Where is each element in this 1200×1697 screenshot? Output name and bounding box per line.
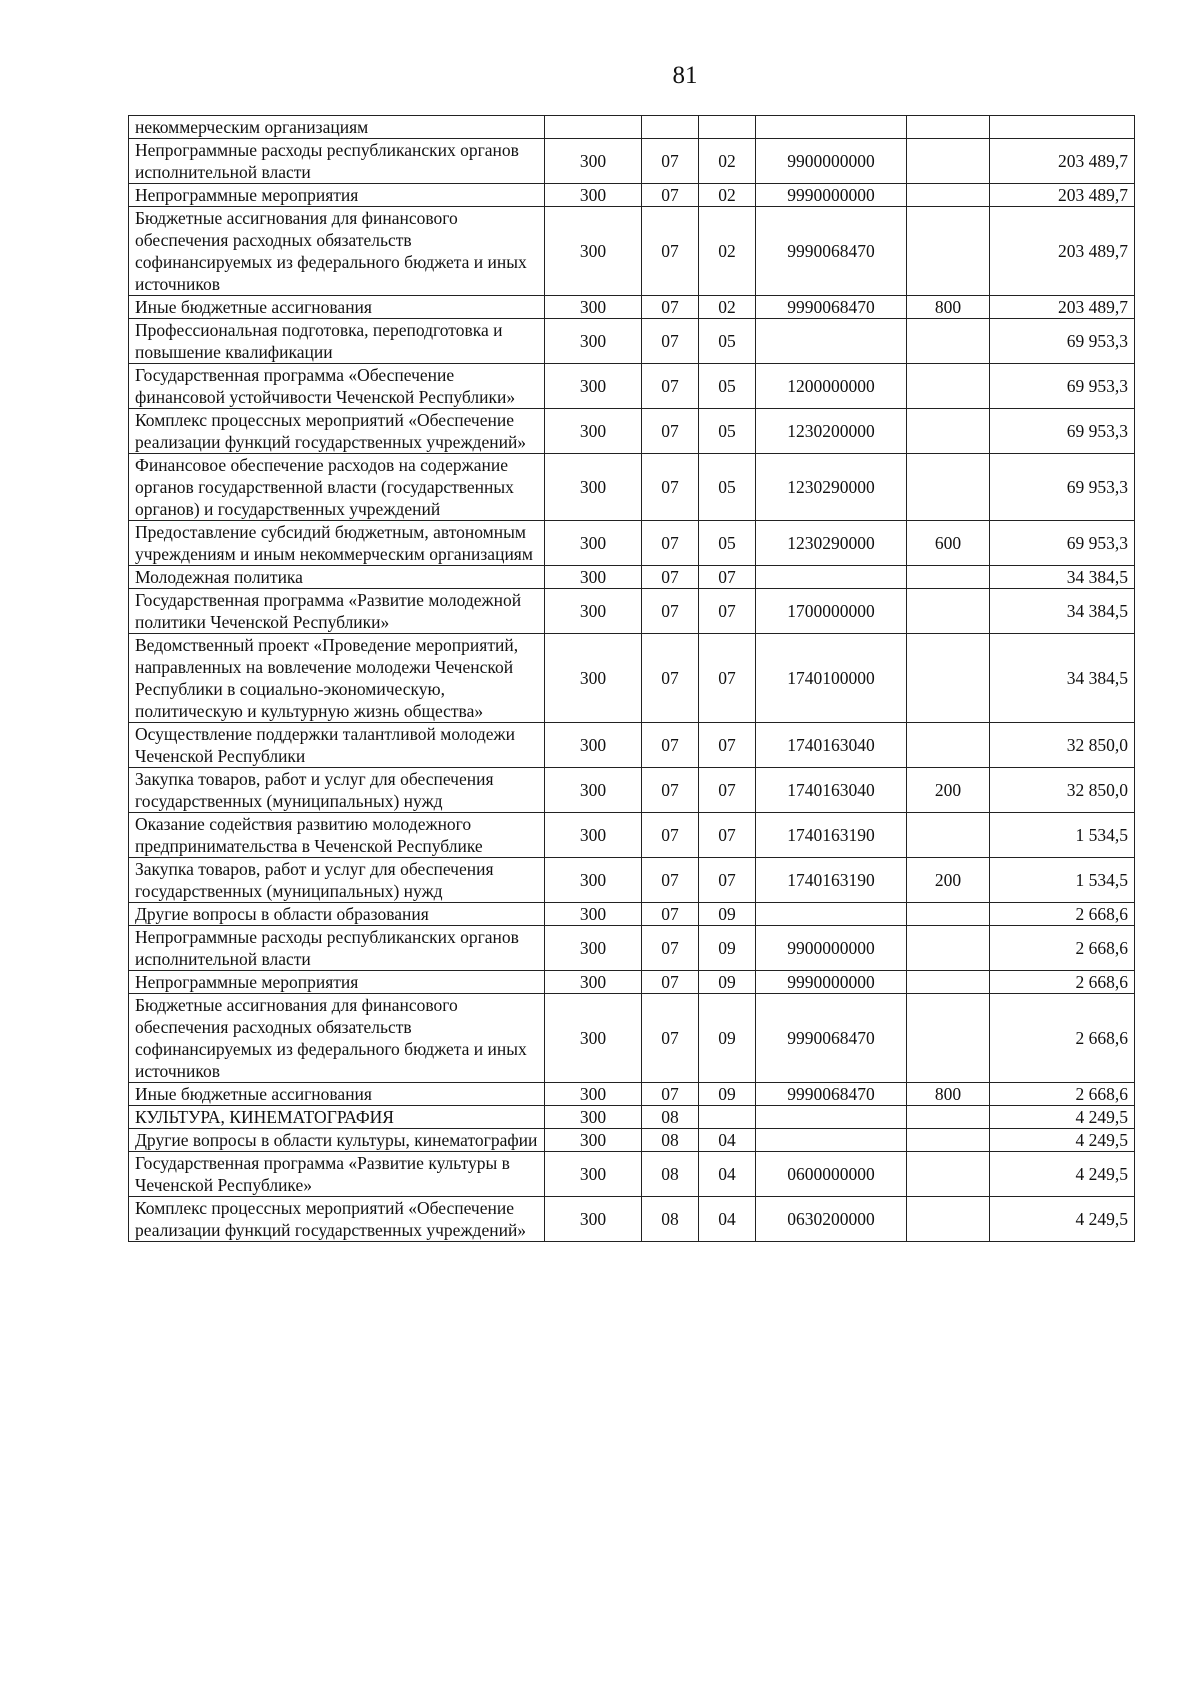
expense-type-code-cell: 200 bbox=[907, 768, 990, 813]
table-row bbox=[129, 296, 1135, 319]
target-article-code-cell: 9990068470 bbox=[756, 1083, 907, 1106]
subsection-code-cell: 05 bbox=[699, 409, 756, 454]
ministry-code-cell: 300 bbox=[545, 521, 642, 566]
section-code-cell: 07 bbox=[642, 858, 699, 903]
expense-type-code-cell bbox=[907, 409, 990, 454]
section-code-cell: 07 bbox=[642, 903, 699, 926]
section-code-cell: 07 bbox=[642, 364, 699, 409]
subsection-code-cell: 07 bbox=[699, 589, 756, 634]
item-name-cell: Государственная программа «Развитие культуры в Чеченской Республике» bbox=[129, 1152, 545, 1197]
expense-type-code-cell bbox=[907, 634, 990, 723]
table-row bbox=[129, 903, 1135, 926]
amount-cell: 1 534,5 bbox=[990, 813, 1135, 858]
subsection-code-cell: 05 bbox=[699, 319, 756, 364]
subsection-code-cell: 02 bbox=[699, 184, 756, 207]
table-row bbox=[129, 589, 1135, 634]
item-name-cell: Комплекс процессных мероприятий «Обеспечение реализации функций государственных учреждений» bbox=[129, 409, 545, 454]
subsection-code-cell: 09 bbox=[699, 903, 756, 926]
table-row bbox=[129, 768, 1135, 813]
target-article-code-cell: 1740163040 bbox=[756, 723, 907, 768]
amount-cell: 4 249,5 bbox=[990, 1106, 1135, 1129]
amount-cell: 69 953,3 bbox=[990, 319, 1135, 364]
item-name-cell: Государственная программа «Развитие молодежной политики Чеченской Республики» bbox=[129, 589, 545, 634]
ministry-code-cell: 300 bbox=[545, 971, 642, 994]
amount-cell: 203 489,7 bbox=[990, 207, 1135, 296]
item-name-cell: Непрограммные расходы республиканских органов исполнительной власти bbox=[129, 139, 545, 184]
section-code-cell: 08 bbox=[642, 1152, 699, 1197]
item-name-cell: Финансовое обеспечение расходов на содержание органов государственной власти (государственных органов) и государственных учреждений bbox=[129, 454, 545, 521]
subsection-code-cell: 02 bbox=[699, 296, 756, 319]
item-name-cell: Предоставление субсидий бюджетным, автономным учреждениям и иным некоммерческим организациям bbox=[129, 521, 545, 566]
item-name-cell: Закупка товаров, работ и услуг для обеспечения государственных (муниципальных) нужд bbox=[129, 768, 545, 813]
expense-type-code-cell bbox=[907, 723, 990, 768]
expense-type-code-cell bbox=[907, 1197, 990, 1242]
section-code-cell: 07 bbox=[642, 723, 699, 768]
section-code-cell: 07 bbox=[642, 813, 699, 858]
section-code-cell: 08 bbox=[642, 1129, 699, 1152]
subsection-code-cell: 05 bbox=[699, 454, 756, 521]
table-row bbox=[129, 207, 1135, 296]
ministry-code-cell: 300 bbox=[545, 994, 642, 1083]
table-row bbox=[129, 634, 1135, 723]
subsection-code-cell: 07 bbox=[699, 813, 756, 858]
section-code-cell: 07 bbox=[642, 926, 699, 971]
table-row bbox=[129, 813, 1135, 858]
amount-cell: 2 668,6 bbox=[990, 903, 1135, 926]
budget-table bbox=[128, 115, 1135, 1242]
table-row bbox=[129, 723, 1135, 768]
expense-type-code-cell bbox=[907, 116, 990, 139]
expense-type-code-cell: 200 bbox=[907, 858, 990, 903]
item-name-cell: Другие вопросы в области образования bbox=[129, 903, 545, 926]
item-name-cell: Непрограммные мероприятия bbox=[129, 971, 545, 994]
item-name-cell: Непрограммные расходы республиканских органов исполнительной власти bbox=[129, 926, 545, 971]
target-article-code-cell: 9990068470 bbox=[756, 207, 907, 296]
section-code-cell: 07 bbox=[642, 566, 699, 589]
amount-cell: 4 249,5 bbox=[990, 1152, 1135, 1197]
ministry-code-cell: 300 bbox=[545, 1106, 642, 1129]
target-article-code-cell bbox=[756, 319, 907, 364]
amount-cell: 69 953,3 bbox=[990, 454, 1135, 521]
expense-type-code-cell bbox=[907, 454, 990, 521]
amount-cell: 4 249,5 bbox=[990, 1197, 1135, 1242]
table-body bbox=[129, 116, 1135, 1242]
amount-cell: 34 384,5 bbox=[990, 634, 1135, 723]
target-article-code-cell: 1740163190 bbox=[756, 858, 907, 903]
expense-type-code-cell bbox=[907, 139, 990, 184]
item-name-cell: Профессиональная подготовка, переподготовка и повышение квалификации bbox=[129, 319, 545, 364]
item-name-cell: Непрограммные мероприятия bbox=[129, 184, 545, 207]
subsection-code-cell: 04 bbox=[699, 1152, 756, 1197]
target-article-code-cell bbox=[756, 1106, 907, 1129]
section-code-cell: 07 bbox=[642, 589, 699, 634]
table-row bbox=[129, 184, 1135, 207]
expense-type-code-cell: 800 bbox=[907, 296, 990, 319]
subsection-code-cell: 09 bbox=[699, 994, 756, 1083]
subsection-code-cell: 09 bbox=[699, 926, 756, 971]
amount-cell: 69 953,3 bbox=[990, 364, 1135, 409]
item-name-cell: Бюджетные ассигнования для финансового обеспечения расходных обязательств софинансируемых из федерального бюджета и иных источников bbox=[129, 994, 545, 1083]
subsection-code-cell: 04 bbox=[699, 1197, 756, 1242]
target-article-code-cell: 0600000000 bbox=[756, 1152, 907, 1197]
ministry-code-cell: 300 bbox=[545, 319, 642, 364]
table-row bbox=[129, 994, 1135, 1083]
item-name-cell: Иные бюджетные ассигнования bbox=[129, 1083, 545, 1106]
target-article-code-cell: 9990068470 bbox=[756, 994, 907, 1083]
ministry-code-cell: 300 bbox=[545, 364, 642, 409]
section-code-cell: 07 bbox=[642, 319, 699, 364]
ministry-code-cell: 300 bbox=[545, 566, 642, 589]
amount-cell: 34 384,5 bbox=[990, 566, 1135, 589]
expense-type-code-cell bbox=[907, 566, 990, 589]
section-code-cell: 07 bbox=[642, 207, 699, 296]
target-article-code-cell: 9900000000 bbox=[756, 139, 907, 184]
section-code-cell: 08 bbox=[642, 1197, 699, 1242]
expense-type-code-cell bbox=[907, 1129, 990, 1152]
table-row bbox=[129, 858, 1135, 903]
amount-cell: 32 850,0 bbox=[990, 768, 1135, 813]
expense-type-code-cell: 800 bbox=[907, 1083, 990, 1106]
target-article-code-cell: 1230290000 bbox=[756, 454, 907, 521]
amount-cell: 34 384,5 bbox=[990, 589, 1135, 634]
target-article-code-cell: 1230290000 bbox=[756, 521, 907, 566]
target-article-code-cell: 1230200000 bbox=[756, 409, 907, 454]
page-number: 81 bbox=[672, 62, 698, 89]
item-name-cell: Молодежная политика bbox=[129, 566, 545, 589]
expense-type-code-cell bbox=[907, 207, 990, 296]
ministry-code-cell: 300 bbox=[545, 296, 642, 319]
table-row bbox=[129, 926, 1135, 971]
expense-type-code-cell bbox=[907, 926, 990, 971]
subsection-code-cell: 07 bbox=[699, 566, 756, 589]
expense-type-code-cell bbox=[907, 589, 990, 634]
target-article-code-cell: 1740163040 bbox=[756, 768, 907, 813]
target-article-code-cell: 1700000000 bbox=[756, 589, 907, 634]
ministry-code-cell: 300 bbox=[545, 634, 642, 723]
table-row bbox=[129, 319, 1135, 364]
amount-cell: 69 953,3 bbox=[990, 521, 1135, 566]
expense-type-code-cell bbox=[907, 364, 990, 409]
ministry-code-cell: 300 bbox=[545, 768, 642, 813]
expense-type-code-cell bbox=[907, 184, 990, 207]
expense-type-code-cell bbox=[907, 971, 990, 994]
target-article-code-cell: 0630200000 bbox=[756, 1197, 907, 1242]
expense-type-code-cell bbox=[907, 319, 990, 364]
amount-cell: 4 249,5 bbox=[990, 1129, 1135, 1152]
amount-cell: 32 850,0 bbox=[990, 723, 1135, 768]
target-article-code-cell: 1740163190 bbox=[756, 813, 907, 858]
item-name-cell: Государственная программа «Обеспечение финансовой устойчивости Чеченской Республики» bbox=[129, 364, 545, 409]
ministry-code-cell: 300 bbox=[545, 207, 642, 296]
subsection-code-cell: 04 bbox=[699, 1129, 756, 1152]
amount-cell: 2 668,6 bbox=[990, 1083, 1135, 1106]
section-code-cell: 07 bbox=[642, 139, 699, 184]
item-name-cell: КУЛЬТУРА, КИНЕМАТОГРАФИЯ bbox=[129, 1106, 545, 1129]
amount-cell: 203 489,7 bbox=[990, 184, 1135, 207]
subsection-code-cell: 09 bbox=[699, 1083, 756, 1106]
table-row bbox=[129, 139, 1135, 184]
expense-type-code-cell bbox=[907, 903, 990, 926]
subsection-code-cell: 07 bbox=[699, 858, 756, 903]
ministry-code-cell: 300 bbox=[545, 813, 642, 858]
subsection-code-cell: 07 bbox=[699, 634, 756, 723]
expense-type-code-cell bbox=[907, 1152, 990, 1197]
ministry-code-cell: 300 bbox=[545, 1152, 642, 1197]
subsection-code-cell: 09 bbox=[699, 971, 756, 994]
table-row bbox=[129, 1106, 1135, 1129]
target-article-code-cell: 9990000000 bbox=[756, 971, 907, 994]
ministry-code-cell: 300 bbox=[545, 139, 642, 184]
subsection-code-cell bbox=[699, 1106, 756, 1129]
item-name-cell: некоммерческим организациям bbox=[129, 116, 545, 139]
section-code-cell: 07 bbox=[642, 1083, 699, 1106]
section-code-cell: 08 bbox=[642, 1106, 699, 1129]
table-row bbox=[129, 1152, 1135, 1197]
expense-type-code-cell bbox=[907, 994, 990, 1083]
table-row bbox=[129, 1197, 1135, 1242]
target-article-code-cell bbox=[756, 566, 907, 589]
expense-type-code-cell bbox=[907, 813, 990, 858]
subsection-code-cell: 07 bbox=[699, 723, 756, 768]
subsection-code-cell bbox=[699, 116, 756, 139]
section-code-cell: 07 bbox=[642, 768, 699, 813]
section-code-cell: 07 bbox=[642, 971, 699, 994]
ministry-code-cell: 300 bbox=[545, 589, 642, 634]
amount-cell: 203 489,7 bbox=[990, 296, 1135, 319]
target-article-code-cell: 9900000000 bbox=[756, 926, 907, 971]
expense-type-code-cell bbox=[907, 1106, 990, 1129]
target-article-code-cell: 9990000000 bbox=[756, 184, 907, 207]
expense-type-code-cell: 600 bbox=[907, 521, 990, 566]
amount-cell bbox=[990, 116, 1135, 139]
ministry-code-cell: 300 bbox=[545, 1197, 642, 1242]
table-row bbox=[129, 971, 1135, 994]
ministry-code-cell: 300 bbox=[545, 1083, 642, 1106]
item-name-cell: Бюджетные ассигнования для финансового обеспечения расходных обязательств софинансируемых из федерального бюджета и иных источников bbox=[129, 207, 545, 296]
ministry-code-cell: 300 bbox=[545, 858, 642, 903]
ministry-code-cell bbox=[545, 116, 642, 139]
target-article-code-cell: 1200000000 bbox=[756, 364, 907, 409]
section-code-cell: 07 bbox=[642, 409, 699, 454]
amount-cell: 2 668,6 bbox=[990, 926, 1135, 971]
item-name-cell: Закупка товаров, работ и услуг для обеспечения государственных (муниципальных) нужд bbox=[129, 858, 545, 903]
ministry-code-cell: 300 bbox=[545, 454, 642, 521]
amount-cell: 2 668,6 bbox=[990, 994, 1135, 1083]
ministry-code-cell: 300 bbox=[545, 903, 642, 926]
target-article-code-cell bbox=[756, 903, 907, 926]
table-row bbox=[129, 116, 1135, 139]
target-article-code-cell: 9990068470 bbox=[756, 296, 907, 319]
item-name-cell: Осуществление поддержки талантливой молодежи Чеченской Республики bbox=[129, 723, 545, 768]
table-row bbox=[129, 1083, 1135, 1106]
item-name-cell: Иные бюджетные ассигнования bbox=[129, 296, 545, 319]
item-name-cell: Другие вопросы в области культуры, кинематографии bbox=[129, 1129, 545, 1152]
item-name-cell: Ведомственный проект «Проведение мероприятий, направленных на вовлечение молодежи Чеченской Республики в социально-экономическую, политическую и культурную жизнь общества» bbox=[129, 634, 545, 723]
section-code-cell: 07 bbox=[642, 184, 699, 207]
amount-cell: 69 953,3 bbox=[990, 409, 1135, 454]
table-row bbox=[129, 566, 1135, 589]
table-row bbox=[129, 409, 1135, 454]
section-code-cell bbox=[642, 116, 699, 139]
subsection-code-cell: 02 bbox=[699, 139, 756, 184]
ministry-code-cell: 300 bbox=[545, 1129, 642, 1152]
target-article-code-cell bbox=[756, 116, 907, 139]
subsection-code-cell: 07 bbox=[699, 768, 756, 813]
ministry-code-cell: 300 bbox=[545, 723, 642, 768]
subsection-code-cell: 05 bbox=[699, 364, 756, 409]
ministry-code-cell: 300 bbox=[545, 184, 642, 207]
ministry-code-cell: 300 bbox=[545, 409, 642, 454]
amount-cell: 203 489,7 bbox=[990, 139, 1135, 184]
subsection-code-cell: 02 bbox=[699, 207, 756, 296]
table-row bbox=[129, 521, 1135, 566]
section-code-cell: 07 bbox=[642, 994, 699, 1083]
table-row bbox=[129, 1129, 1135, 1152]
item-name-cell: Оказание содействия развитию молодежного предпринимательства в Чеченской Республике bbox=[129, 813, 545, 858]
amount-cell: 2 668,6 bbox=[990, 971, 1135, 994]
ministry-code-cell: 300 bbox=[545, 926, 642, 971]
table-row bbox=[129, 364, 1135, 409]
section-code-cell: 07 bbox=[642, 521, 699, 566]
table-row bbox=[129, 454, 1135, 521]
target-article-code-cell: 1740100000 bbox=[756, 634, 907, 723]
subsection-code-cell: 05 bbox=[699, 521, 756, 566]
section-code-cell: 07 bbox=[642, 454, 699, 521]
section-code-cell: 07 bbox=[642, 634, 699, 723]
section-code-cell: 07 bbox=[642, 296, 699, 319]
target-article-code-cell bbox=[756, 1129, 907, 1152]
item-name-cell: Комплекс процессных мероприятий «Обеспечение реализации функций государственных учреждений» bbox=[129, 1197, 545, 1242]
amount-cell: 1 534,5 bbox=[990, 858, 1135, 903]
